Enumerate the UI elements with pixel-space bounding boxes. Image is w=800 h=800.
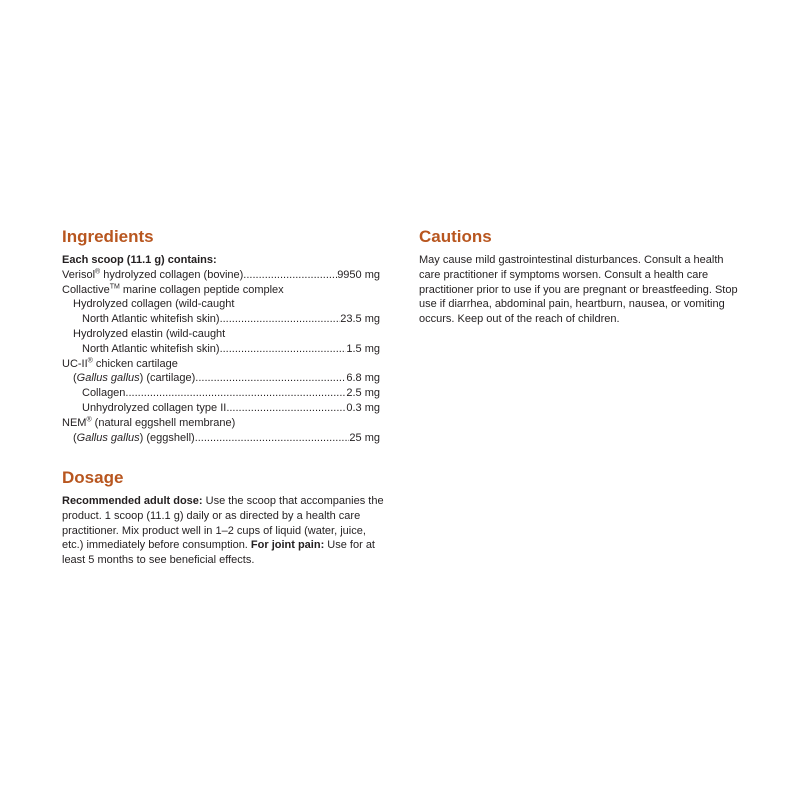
ingredient-row-hydrolyzed-collagen	[62, 312, 380, 327]
ingredient-amount: 2.5 mg	[346, 387, 380, 400]
ingredient-line-collactive	[62, 283, 380, 298]
dot-leader	[220, 312, 341, 327]
ingredient-desc: North Atlantic whitefish skin)	[82, 313, 220, 326]
ingredients-heading: Ingredients	[62, 227, 154, 246]
latin-name: Gallus gallus	[76, 372, 140, 385]
ingredient-desc: ) (cartilage)	[139, 372, 196, 385]
ingredient-line-ucii	[62, 357, 380, 372]
registered-mark: ®	[95, 268, 101, 276]
registered-mark: ®	[86, 416, 92, 424]
registered-mark: ®	[87, 356, 93, 364]
ingredient-amount: 1.5 mg	[346, 342, 380, 355]
ingredient-row-unhydrolyzed	[62, 401, 380, 416]
ingredient-row-hydrolyzed-elastin	[62, 342, 380, 357]
ingredient-row-nem	[62, 431, 380, 446]
dosage-body: Use the scoop that accompanies the product. 1 scoop (11.1 g) daily or as directed by a health care practitioner. Mix product well in 1–2 cups of liquid (water, juice, etc.) immediately before consumption.	[62, 495, 384, 552]
ingredient-line-hydrolyzed-collagen: Hydrolyzed collagen (wild-caught	[73, 298, 235, 311]
trademark-mark: TM	[109, 282, 120, 290]
cautions-section	[419, 226, 739, 327]
dosage-text	[62, 494, 384, 568]
dosage-lead: Recommended adult dose:	[62, 495, 203, 507]
ingredient-amount: 23.5 mg	[340, 313, 380, 326]
paren: (	[73, 372, 77, 385]
dot-leader	[243, 268, 337, 283]
ingredient-name: Verisol	[62, 268, 96, 281]
ingredient-desc: (natural eggshell membrane)	[91, 416, 236, 429]
ingredient-desc: Unhydrolyzed collagen type II	[82, 401, 227, 414]
ingredient-desc: North Atlantic whitefish skin)	[82, 342, 220, 355]
joint-pain-lead: For joint pain:	[250, 539, 325, 552]
ingredient-row-verisol	[62, 268, 380, 283]
cautions-heading: Cautions	[419, 227, 492, 246]
ingredient-desc: Collagen	[82, 387, 126, 400]
ingredient-desc: ) (eggshell)	[139, 431, 195, 444]
dot-leader	[195, 431, 350, 446]
dosage-heading: Dosage	[62, 468, 124, 487]
ingredient-amount: 6.8 mg	[346, 372, 380, 385]
paren: (	[73, 431, 77, 444]
ingredients-subhead: Each scoop (11.1 g) contains:	[62, 254, 217, 266]
joint-pain-body: Use for at least 5 months to see beneficial effects.	[62, 539, 375, 567]
dot-leader	[195, 371, 346, 386]
dot-leader	[226, 401, 346, 416]
ingredient-line-hydrolyzed-elastin: Hydrolyzed elastin (wild-caught	[73, 327, 226, 340]
ingredient-name: NEM	[62, 416, 87, 429]
dot-leader	[220, 342, 347, 357]
latin-name: Gallus gallus	[76, 431, 140, 444]
ingredient-amount: 0.3 mg	[346, 401, 380, 414]
ingredient-name: UC-II	[62, 357, 88, 370]
cautions-text: May cause mild gastrointestinal disturbances. Consult a health care practitioner if symptoms worsen. Consult a health care practitioner prior to use if you are pregnant or breastfeeding. Stop use if diarrhea, abdominal pain, heartburn, nausea, or vomiting occurs. Keep out of the reach of children.	[419, 254, 738, 326]
ingredient-amount: 25 mg	[349, 431, 380, 444]
ingredient-row-collagen	[62, 386, 380, 401]
ingredient-line-nem	[62, 416, 380, 431]
dosage-section	[62, 467, 384, 568]
dot-leader	[125, 386, 346, 401]
ingredient-desc: hydrolyzed collagen (bovine)	[100, 268, 244, 281]
ingredient-desc: chicken cartilage	[92, 357, 178, 370]
ingredient-name: Collactive	[62, 283, 110, 296]
ingredient-row-ucii	[62, 371, 380, 386]
ingredient-amount: 9950 mg	[337, 268, 380, 281]
ingredients-section	[62, 226, 380, 445]
ingredient-desc: marine collagen peptide complex	[119, 283, 284, 296]
